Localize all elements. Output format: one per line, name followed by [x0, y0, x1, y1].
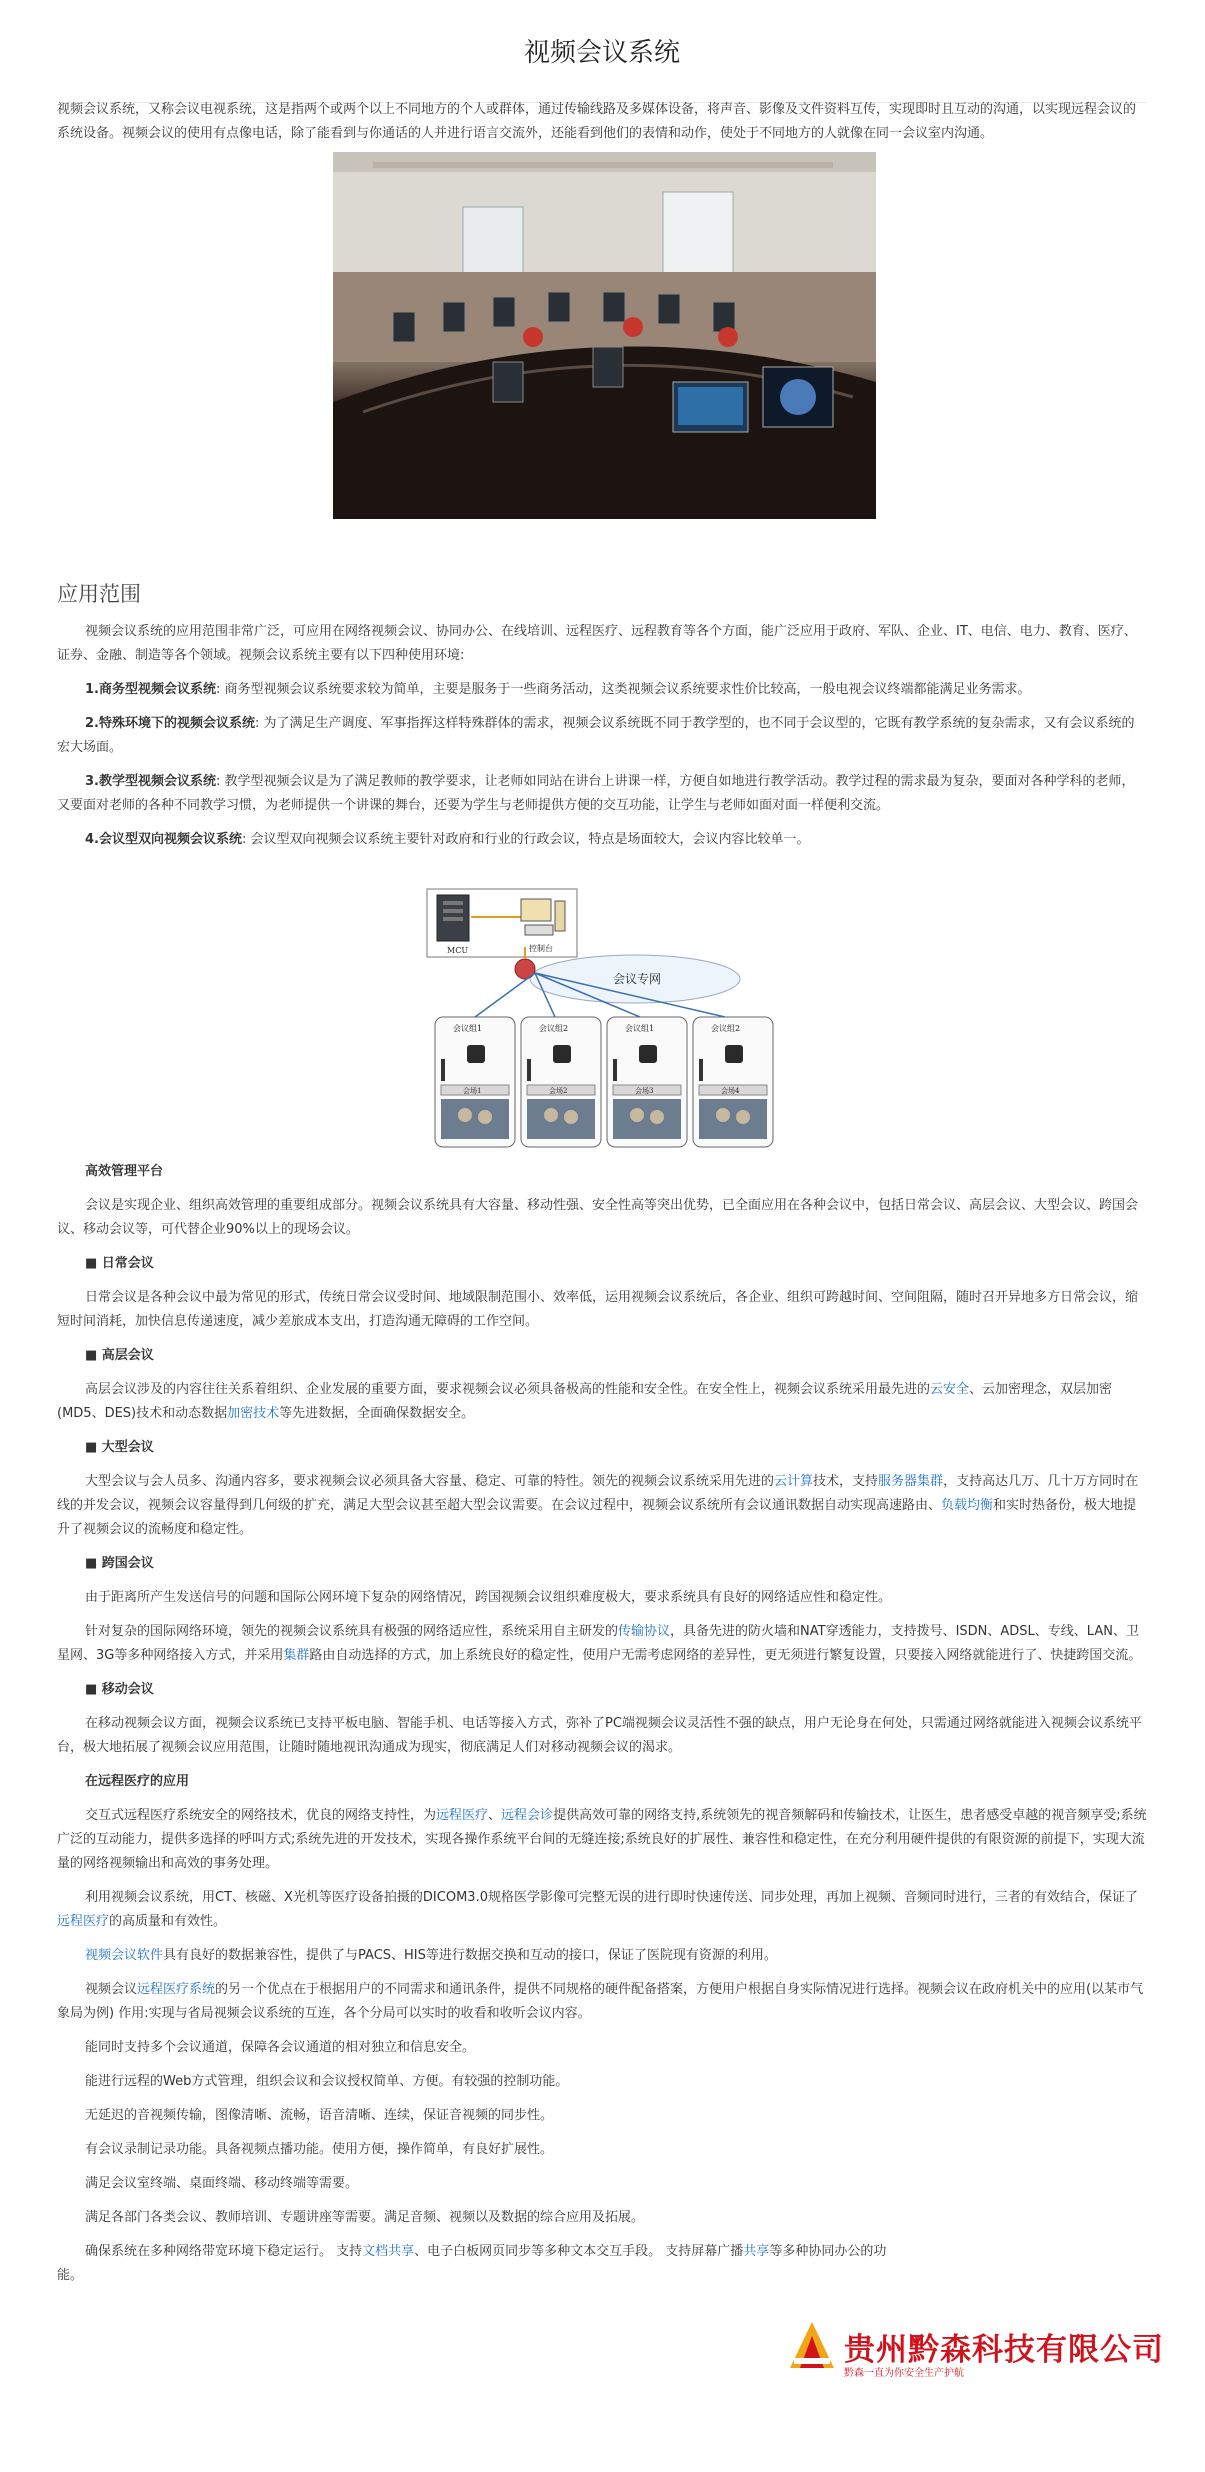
link-load-balancing[interactable]: 负载均衡: [941, 1498, 994, 1513]
text-span: 和实时热备份，极大地提升了视频会议的流畅度和稳定性。: [57, 1498, 1137, 1537]
type-1: [57, 678, 1147, 702]
large-heading: ■ 大型会议: [85, 1440, 154, 1455]
text-span: 具有良好的数据兼容性，提供了与PACS、HIS等进行数据交换和互动的接口，保证了医院现有资源的利用。: [163, 1948, 777, 1963]
text-span: 等多种协同办公的功能。: [57, 2244, 887, 2283]
group-label-1: 会议组1: [453, 1024, 483, 1033]
link-doc-sharing[interactable]: 文档共享: [362, 2244, 415, 2259]
link-cloud-security[interactable]: 云安全: [930, 1382, 970, 1397]
text-span: 、电子白板网页同步等多种文本交互手段。 支持屏幕广播: [414, 2244, 744, 2259]
text-span: 提供高效可靠的网络支持,系统领先的视音频解码和传输技术，让医生，患者感受卓越的视音频享受;系统广泛的互动能力，提供多选择的呼叫方式;系统先进的开发技术，实现各操作系统平台间的无缝连接;系统良好的扩展性、兼容性和稳定性，在充分利用硬件提供的有限资源的前提下，实现大流量的网络视频输出和高效的事务处理。: [57, 1808, 1147, 1871]
feature-item: 能同时支持多个会议通道，保障各会议通道的相对独立和信息安全。: [85, 2040, 476, 2055]
feature-item: 有会议录制记录功能。具备视频点播功能。使用方便，操作简单，有良好扩展性。: [85, 2142, 554, 2157]
logo-tagline: 黔森一直为你安全生产护航: [844, 2368, 964, 2379]
link-cluster[interactable]: 集群: [283, 1648, 310, 1663]
conference-room-photo: [333, 152, 876, 519]
link-encryption[interactable]: 加密技术: [227, 1406, 280, 1421]
mobile-text: 在移动视频会议方面，视频会议系统已支持平板电脑、智能手机、电话等接入方式，弥补了PC端视频会议灵活性不强的缺点，用户无论身在何处，只需通过网络就能进入视频会议系统平台，极大地拓展了视频会议应用范围，让随时随地视讯沟通成为现实，彻底满足人们对移动视频会议的渴求。: [57, 1716, 1142, 1755]
group-label-2: 会议组2: [539, 1024, 569, 1033]
scope-block: [57, 620, 1147, 852]
type-3-label: 3.教学型视频会议系统: [85, 774, 216, 789]
link-telemedicine[interactable]: 远程医疗: [436, 1808, 489, 1823]
console-label: 控制台: [529, 944, 553, 953]
network-diagram: [425, 887, 783, 1154]
link-sharing[interactable]: 共享: [743, 2244, 770, 2259]
link-transport-protocol[interactable]: 传输协议: [618, 1624, 671, 1639]
medical-heading: 在远程医疗的应用: [85, 1774, 190, 1789]
text-span: 确保系统在多种网络带宽环境下稳定运行。 支持: [85, 2244, 363, 2259]
text-span: 、: [488, 1808, 502, 1823]
text-span: 利用视频会议系统，用CT、核磁、X光机等医疗设备拍摄的DICOM3.0规格医学影像可完整无误的进行即时快速传送、同步处理，再加上视频、音频同时进行，三者的有效结合，保证了: [85, 1890, 1138, 1905]
intro-block: [57, 98, 1147, 146]
link-cloud-computing[interactable]: 云计算: [774, 1474, 814, 1489]
link-remote-consultation[interactable]: 远程会诊: [501, 1808, 554, 1823]
text-span: 技术，支持: [813, 1474, 879, 1489]
room-label-1: 会场1: [463, 1087, 482, 1095]
type-2-label: 2.特殊环境下的视频会议系统: [85, 716, 255, 731]
type-1-label: 1.商务型视频会议系统: [85, 682, 216, 697]
scope-intro: 视频会议系统的应用范围非常广泛，可应用在网络视频会议、协同办公、在线培训、远程医疗、远程教育等各个方面，能广泛应用于政府、军队、企业、IT、电信、电力、教育、医疗、证券、金融、制造等各个领域。视频会议系统主要有以下四种使用环境:: [57, 624, 1137, 663]
text-span: 大型会议与会人员多、沟通内容多，要求视频会议必须具备大容量、稳定、可靠的特性。领先的视频会议系统采用先进的: [85, 1474, 775, 1489]
medical-text-4: [57, 1978, 1147, 2026]
intro-paragraph: 视频会议系统，又称会议电视系统，这是指两个或两个以上不同地方的个人或群体，通过传输线路及多媒体设备，将声音、影像及文件资料互传，实现即时且互动的沟通，以实现远程会议的系统设备。视频会议的使用有点像电话，除了能看到与你通话的人并进行语言交流外，还能看到他们的表情和动作，使处于不同地方的人就像在同一会议室内沟通。: [57, 102, 1137, 141]
content-block: [57, 1160, 1147, 2288]
mobile-heading: ■ 移动会议: [85, 1682, 154, 1697]
mcu-label: MCU: [447, 946, 469, 955]
text-span: ，支持高达几万、几十万方同时在线的并发会议，视频会议容量得到几何级的扩充，满足大型会议甚至超大型会议需要。在会议过程中，视频会议系统所有会议通讯数据自动实现高速路由、: [57, 1474, 1139, 1513]
link-server-cluster[interactable]: 服务器集群: [878, 1474, 944, 1489]
type-2: [57, 712, 1147, 760]
text-span: 针对复杂的国际网络环境，领先的视频会议系统具有极强的网络适应性，系统采用自主研发的: [85, 1624, 619, 1639]
type-4-text: : 会议型双向视频会议系统主要针对政府和行业的行政会议，特点是场面较大，会议内容比较单一。: [241, 832, 810, 847]
logo-emblem-icon: [784, 2318, 840, 2374]
senior-heading: ■ 高层会议: [85, 1348, 154, 1363]
type-3: [57, 770, 1147, 818]
text-span: ，具备先进的防火墙和NAT穿透能力，支持拨号、ISDN、ADSL、专线、LAN、卫星网、3G等多种网络接入方式，并采用: [57, 1624, 1139, 1663]
group-label-4: 会议组2: [711, 1024, 741, 1033]
senior-text: [57, 1378, 1147, 1426]
room-label-3: 会场3: [635, 1087, 654, 1095]
text-span: 等先进数据，全面确保数据安全。: [279, 1406, 475, 1421]
room-label-4: 会场4: [721, 1087, 740, 1095]
page-title: 视频会议系统: [523, 38, 680, 68]
medical-text-1: [57, 1804, 1147, 1876]
medical-text-3: [57, 1944, 1147, 1968]
medical-text-2: [57, 1886, 1147, 1934]
feature-item: 满足会议室终端、桌面终端、移动终端等需要。: [85, 2176, 359, 2191]
platform-heading: 高效管理平台: [85, 1164, 164, 1179]
text-span: 的高质量和有效性。: [109, 1914, 227, 1929]
text-span: 的另一个优点在于根据用户的不同需求和通讯条件，提供不同规格的硬件配备搭案，方便用户根据自身实际情况进行选择。视频会议在政府机关中的应用(以某市气象局为例) 作用:实现与省局视频会议系统的互连，各个分局可以实时的收看和收听会议内容。: [57, 1982, 1144, 2021]
room-label-2: 会场2: [549, 1087, 568, 1095]
type-1-text: : 商务型视频会议系统要求较为简单，主要是服务于一些商务活动，这类视频会议系统要求性价比较高，一般电视会议终端都能满足业务需求。: [215, 682, 1031, 697]
daily-heading: ■ 日常会议: [85, 1256, 154, 1271]
link-video-software[interactable]: 视频会议软件: [85, 1948, 164, 1963]
article: [57, 0, 1147, 2283]
feature-item: 满足各部门各类会议、教师培训、专题讲座等需要。满足音频、视频以及数据的综合应用及拓展。: [85, 2210, 645, 2225]
cross-text-1: 由于距离所产生发送信号的问题和国际公网环境下复杂的网络情况，跨国视频会议组织难度极大，要求系统具有良好的网络适应性和稳定性。: [85, 1590, 892, 1605]
company-logo: [780, 2318, 1164, 2379]
link-telemedicine-system[interactable]: 远程医疗系统: [137, 1982, 216, 1997]
daily-text: 日常会议是各种会议中最为常见的形式，传统日常会议受时间、地域限制范围小、效率低，运用视频会议系统后，各企业、组织可跨越时间、空间阻隔，随时召开异地多方日常会议，缩短时间消耗，加快信息传递速度，减少差旅成本支出，打造沟通无障碍的工作空间。: [57, 1290, 1139, 1329]
text-span: 视频会议: [85, 1982, 138, 1997]
platform-text: 会议是实现企业、组织高效管理的重要组成部分。视频会议系统具有大容量、移动性强、安全性高等突出优势，已全面应用在各种会议中，包括日常会议、高层会议、大型会议、跨国会议、移动会议等，可代替企业90%以上的现场会议。: [57, 1198, 1139, 1237]
text-span: 高层会议涉及的内容往往关系着组织、企业发展的重要方面，要求视频会议必须具备极高的性能和安全性。在安全性上，视频会议系统采用最先进的: [85, 1382, 931, 1397]
link-telemedicine-2[interactable]: 远程医疗: [57, 1914, 110, 1929]
network-label: 会议专网: [613, 972, 662, 986]
text-span: 交互式远程医疗系统安全的网络技术，优良的网络支持性，为: [85, 1808, 437, 1823]
large-text: [57, 1470, 1147, 1542]
feature-item: 无延迟的音视频传输，图像清晰、流畅，语音清晰、连续，保证音视频的同步性。: [85, 2108, 554, 2123]
type-3-text: : 教学型视频会议是为了满足教师的教学要求，让老师如同站在讲台上讲课一样，方便自如地进行教学活动。教学过程的需求最为复杂，要面对各种学科的老师，又要面对老师的各种不同教学习惯，为老师提供一个讲课的舞台，还要为学生与老师提供方便的交互功能，让学生与老师如面对面一样便利交流。: [57, 774, 1135, 813]
cross-heading: ■ 跨国会议: [85, 1556, 154, 1571]
feature-item-last: [57, 2240, 1147, 2288]
logo-company-name: 贵州黔森科技有限公司: [844, 2332, 1164, 2368]
type-2-text: : 为了满足生产调度、军事指挥这样特殊群体的需求，视频会议系统既不同于教学型的，也不同于会议型的，它既有教学系统的复杂需求，又有会议系统的宏大场面。: [57, 716, 1135, 755]
type-4-label: 4.会议型双向视频会议系统: [85, 832, 242, 847]
type-4: [57, 828, 1147, 852]
feature-item: 能进行远程的Web方式管理，组织会议和会议授权简单、方便。有较强的控制功能。: [85, 2074, 569, 2089]
text-span: 路由自动选择的方式，加上系统良好的稳定性，使用户无需考虑网络的差异性，更无须进行繁复设置，只要接入网络就能进行了、快捷跨国交流。: [309, 1648, 1142, 1663]
group-label-3: 会议组1: [625, 1024, 655, 1033]
section-title: 应用范围: [57, 582, 141, 606]
cross-text-2: [57, 1620, 1147, 1668]
text-span: 、云加密理念，双层加密(MD5、DES)技术和动态数据: [57, 1382, 1113, 1421]
